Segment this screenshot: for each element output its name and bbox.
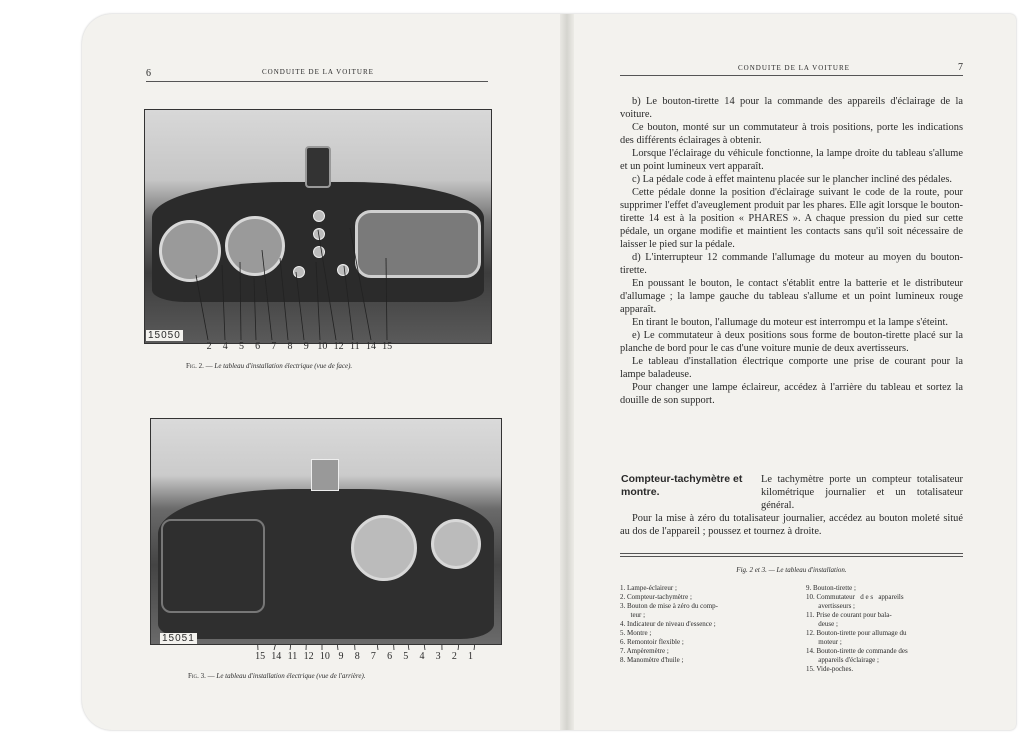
rear-gauge — [431, 519, 481, 569]
body-text — [620, 95, 963, 407]
fig2-callout-numbers — [201, 341, 395, 352]
legend-right-column — [806, 584, 908, 674]
legend-item: 4. Indicateur de niveau d'essence ; — [620, 620, 716, 628]
callout-number: 14 — [365, 341, 376, 352]
rear-gauge — [351, 515, 417, 581]
legend-item: 6. Remontoir flexible ; — [620, 638, 684, 646]
fig3-caption — [188, 672, 366, 680]
legend-item: 8. Manomètre d'huile ; — [620, 656, 684, 664]
legend-item: appareils d'éclairage ; — [806, 656, 879, 664]
legend-item: 10. Commutateur d e s appareils — [806, 593, 904, 601]
callout-number: 6 — [387, 651, 393, 662]
fig3-plate-number: 15051 — [162, 633, 195, 644]
fig2-plate-number: 15050 — [148, 330, 181, 341]
callout-number: 7 — [271, 341, 277, 352]
fig2-caption-label: Fig. 2. — — [186, 362, 213, 370]
callout-number: 10 — [319, 651, 330, 662]
legend-item: teur ; — [620, 611, 646, 619]
legend-item: 2. Compteur-tachymètre ; — [620, 593, 692, 601]
callout-number: 7 — [370, 651, 376, 662]
section-intro: Le tachymètre porte un compteur totalisateur kilométrique journalier et un totalisateur général. — [761, 474, 963, 511]
callout-number: 3 — [435, 651, 441, 662]
page-number-left: 6 — [146, 68, 151, 79]
callout-number: 11 — [349, 341, 360, 352]
callout-number: 10 — [317, 341, 328, 352]
callout-number: 2 — [451, 651, 457, 662]
paragraph: En poussant le bouton, le contact s'établit entre la batterie et le distributeur d'allumage ; la lampe gauche du tableau s'allume et un point lumineux rouge apparaît. — [620, 278, 963, 315]
legend-item: moteur ; — [806, 638, 842, 646]
running-head-right: CONDUITE DE LA VOITURE — [738, 64, 850, 72]
fig2-caption-text: Le tableau d'installation électrique (vue de face). — [214, 362, 353, 370]
paragraph: Pour changer une lampe éclaireur, accédez à l'arrière du tableau et sortez la douille de son support. — [620, 382, 963, 406]
legend-item: 5. Montre ; — [620, 629, 652, 637]
mounting-bracket — [311, 459, 339, 491]
paragraph: Ce bouton, monté sur un commutateur à trois positions, porte les indications des différents éclairages à obtenir. — [620, 122, 963, 146]
fig3-caption-label: Fig. 3. — — [188, 672, 215, 680]
callout-number: 9 — [338, 651, 344, 662]
paragraph: Pour la mise à zéro du totalisateur journalier, accédez au bouton moleté situé au dos de l'appareil ; poussez et tournez à droite. — [620, 513, 963, 537]
page-number-right: 7 — [958, 62, 963, 73]
paragraph: Cette pédale donne la position d'éclairage suivant le code de la route, pour supprimer l'effet d'aveuglement produit par les phares. Elle agit lorsque le bouton-tirette 14 est à la position « PHARES ». A chaque pression du pied sur cette pédale, un organe modifie et maintient les contacts sans qu'il soit nécessaire de laisser le pied sur la pédale. — [620, 187, 963, 250]
callout-number: 8 — [287, 341, 293, 352]
legend-item: 15. Vide-poches. — [806, 665, 854, 673]
legend-item: deuse ; — [806, 620, 838, 628]
paragraph: e) Le commutateur à deux positions sous forme de bouton-tirette placé sur la planche de bord pour le cas d'une voiture munie de deux avertisseurs. — [620, 330, 963, 354]
callout-number: 4 — [419, 651, 425, 662]
paragraph: En tirant le bouton, l'allumage du moteur est interrompu et la lampe s'éteint. — [632, 317, 948, 328]
legend-item: 7. Ampèremètre ; — [620, 647, 669, 655]
legend-title: Fig. 2 et 3. — Le tableau d'installation. — [736, 566, 847, 574]
paragraph: Lorsque l'éclairage du véhicule fonctionne, la lampe droite du tableau s'allume et un point lumineux vert apparaît. — [620, 148, 963, 172]
callout-number: 9 — [303, 341, 309, 352]
legend-left-column — [620, 584, 718, 665]
fig3-photo — [150, 418, 502, 645]
legend-item: avertisseurs ; — [806, 602, 855, 610]
fig2-caption — [186, 362, 352, 370]
legend-item: 12. Bouton-tirette pour allumage du — [806, 629, 907, 637]
callout-number: 12 — [333, 341, 344, 352]
running-head-left: CONDUITE DE LA VOITURE — [262, 68, 374, 76]
callout-number: 2 — [206, 341, 212, 352]
callout-number: 6 — [255, 341, 261, 352]
legend-rule-bottom — [620, 556, 963, 557]
fig3-callout-numbers — [252, 651, 479, 662]
section-subhead: Compteur-tachymètre et montre. — [621, 473, 743, 498]
paragraph: c) La pédale code à effet maintenu placée sur le plancher incliné des pédales. — [632, 174, 953, 185]
legend-item: 1. Lampe-éclaireur ; — [620, 584, 677, 592]
callout-number: 8 — [354, 651, 360, 662]
legend-rule-top — [620, 553, 963, 554]
callout-number: 12 — [303, 651, 314, 662]
legend-item: 14. Bouton-tirette de commande des — [806, 647, 908, 655]
legend-item: 3. Bouton de mise à zéro du comp- — [620, 602, 718, 610]
section-body — [620, 512, 963, 538]
paragraph: d) L'interrupteur 12 commande l'allumage du moteur au moyen du bouton-tirette. — [620, 252, 963, 276]
paragraph: Le tableau d'installation électrique comporte une prise de courant pour la lampe baladeuse. — [620, 356, 963, 380]
callout-number: 5 — [403, 651, 409, 662]
callout-number: 14 — [271, 651, 282, 662]
callout-number: 1 — [468, 651, 474, 662]
header-rule-right — [620, 75, 963, 76]
vide-poches-rear — [161, 519, 265, 613]
callout-number: 5 — [238, 341, 244, 352]
paragraph: b) Le bouton-tirette 14 pour la commande des appareils d'éclairage de la voiture. — [620, 96, 963, 120]
fig3-caption-text: Le tableau d'installation électrique (vue de l'arrière). — [216, 672, 366, 680]
callout-number: 4 — [222, 341, 228, 352]
callout-number: 11 — [287, 651, 298, 662]
legend-item: 11. Prise de courant pour bala- — [806, 611, 892, 619]
legend-item: 9. Bouton-tirette ; — [806, 584, 856, 592]
callout-number: 15 — [382, 341, 393, 352]
callout-number: 15 — [255, 651, 266, 662]
